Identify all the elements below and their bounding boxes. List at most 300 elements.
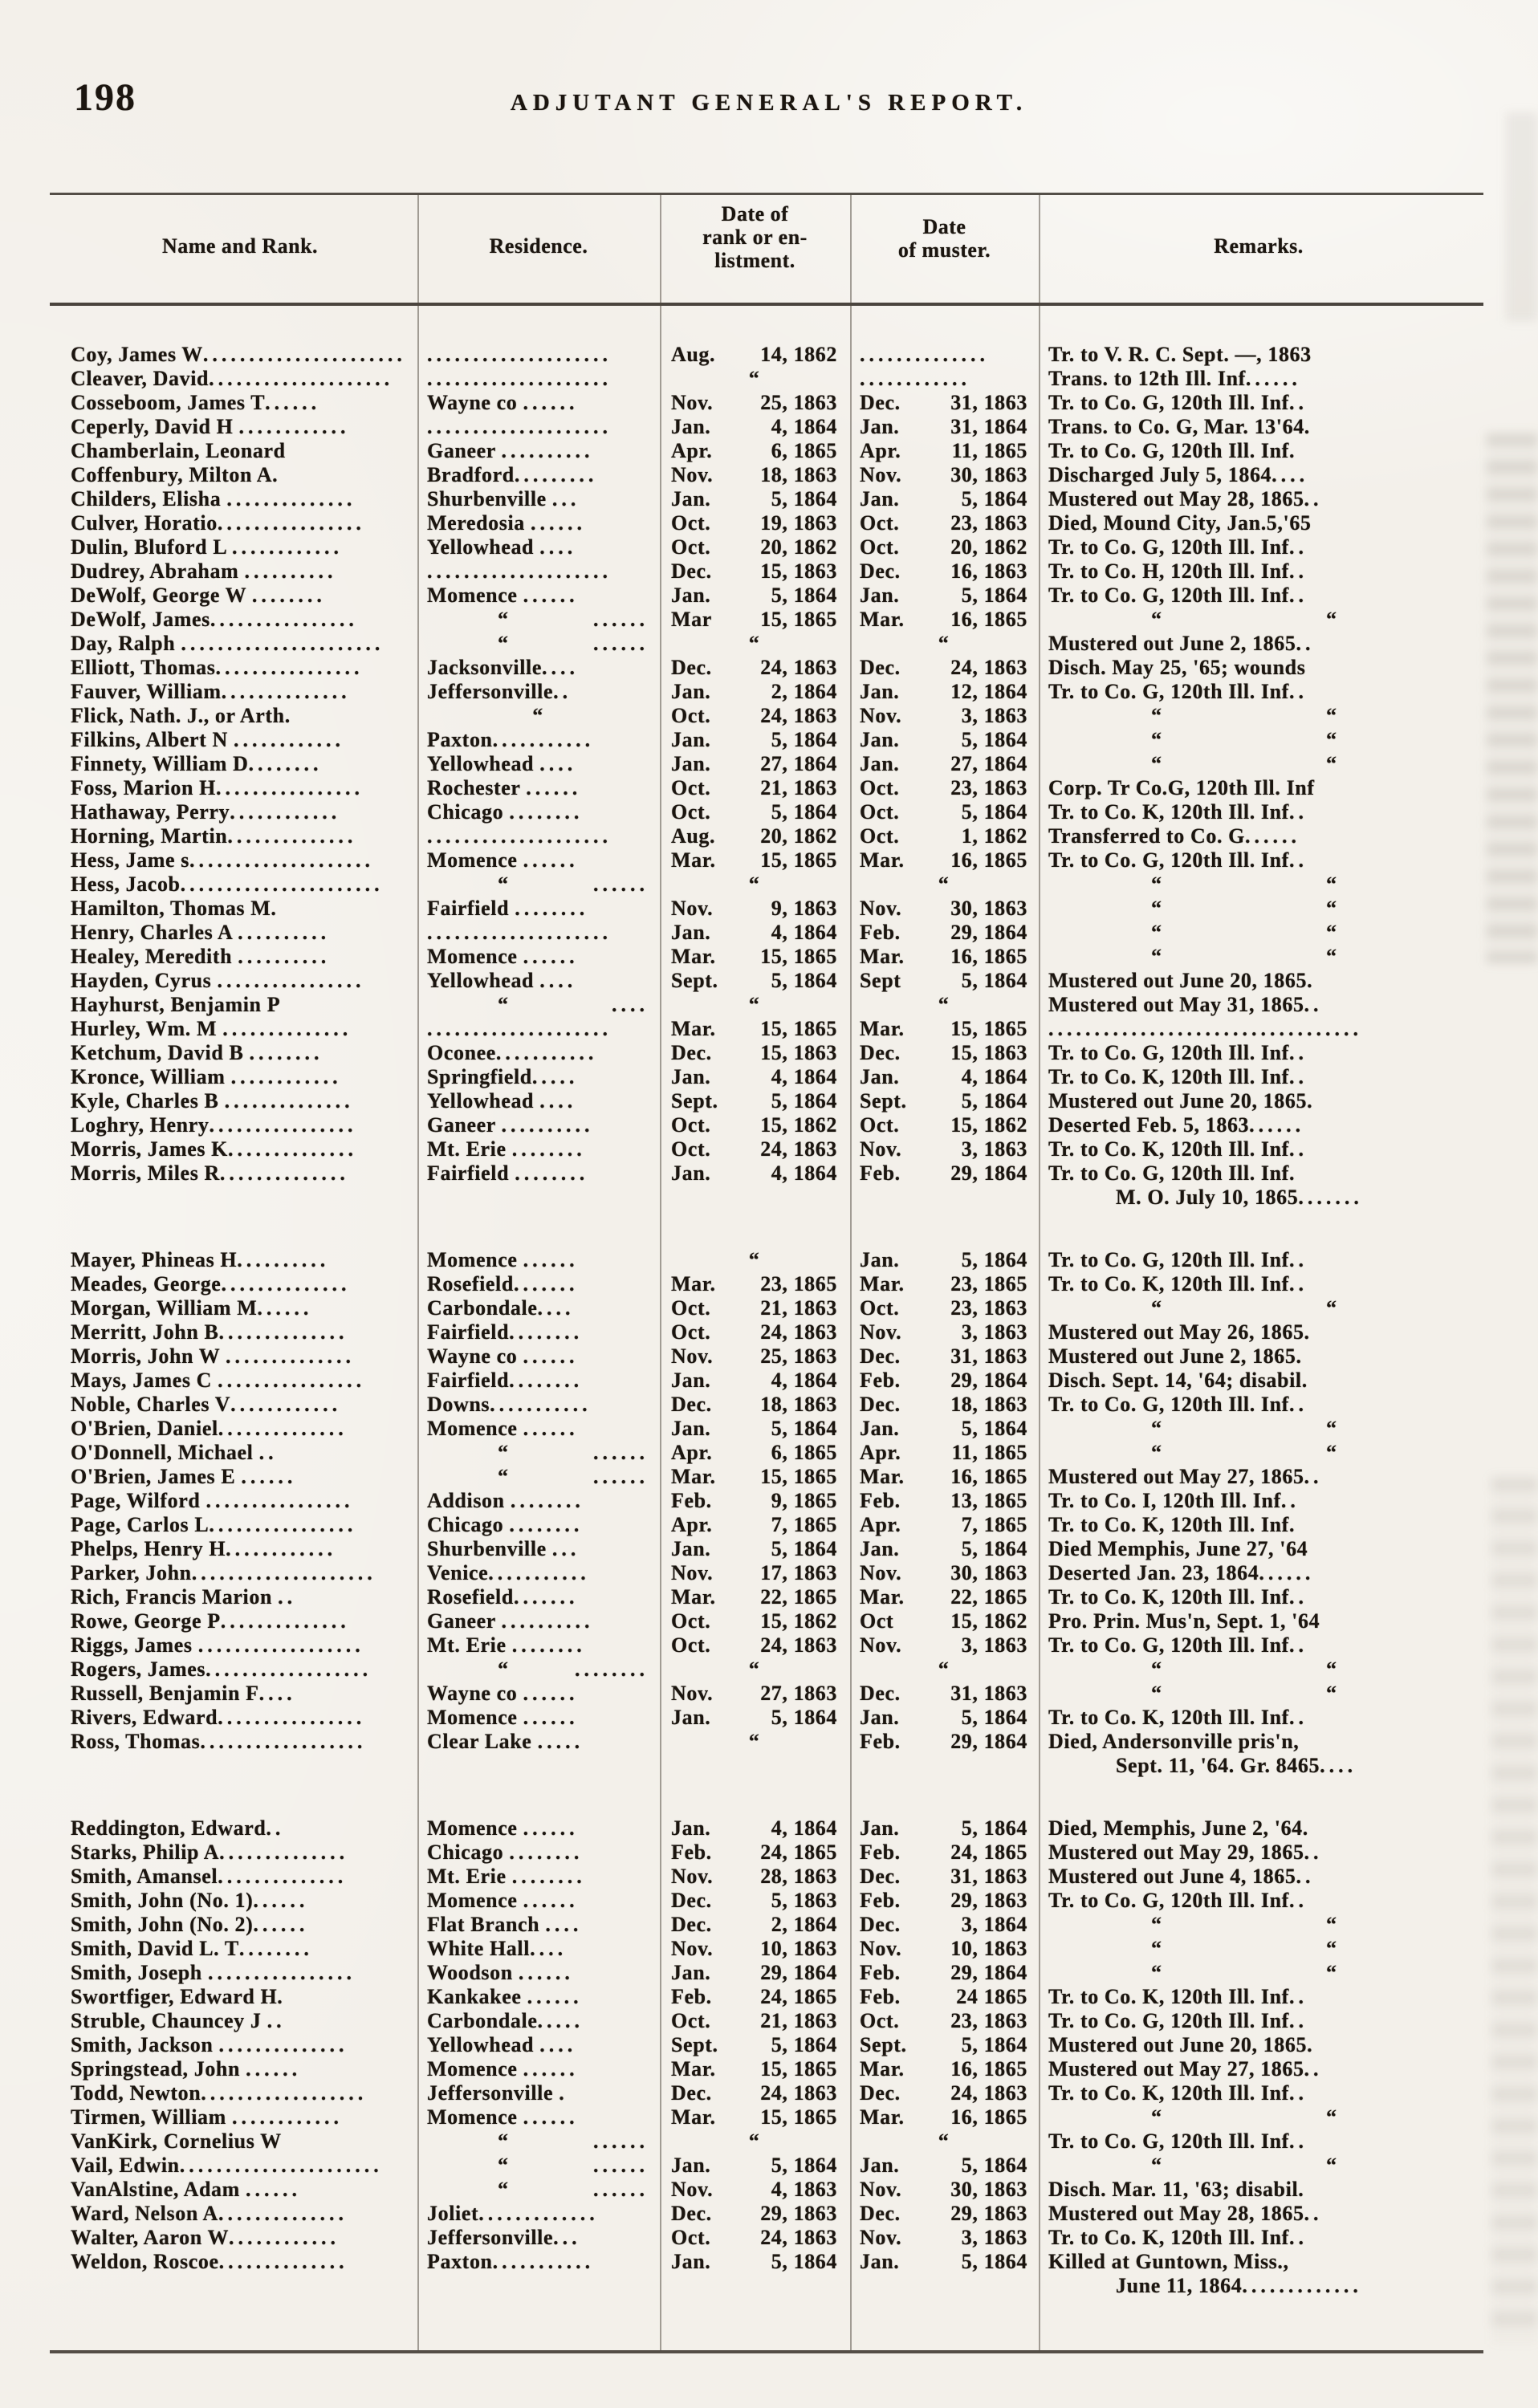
cell-name: Flick, Nath. J., or Arth. — [71, 704, 291, 727]
table-row — [63, 1913, 1479, 1937]
page-title: ADJUTANT GENERAL'S REPORT. — [510, 90, 1028, 116]
date-month: Nov. — [860, 2178, 902, 2201]
cell-name: Morris, James K.............. — [71, 1137, 358, 1161]
dot-leader: ......... — [514, 463, 598, 486]
dot-leader: ...... — [523, 1344, 579, 1368]
cell-remarks: Mustered out June 20, 1865. — [1048, 2033, 1313, 2056]
date-month: Dec. — [671, 559, 712, 583]
ditto-mark: “ — [1151, 1658, 1162, 1681]
cell-remarks: Died, Memphis, June 2, '64. — [1048, 1816, 1308, 1840]
table-row — [63, 2081, 1479, 2105]
dot-leader: .................... — [427, 1017, 612, 1040]
cell-residence: Rosefield....... — [427, 1585, 579, 1609]
dot-leader: ............ — [860, 367, 970, 390]
cell-rank-date — [660, 656, 850, 680]
cell-remarks: Tr. to Co. H, 120th Ill. Inf .. — [1048, 559, 1308, 583]
dot-leader: ........ — [238, 1937, 313, 1960]
cell-muster-date: “ — [938, 1658, 950, 1681]
dot-leader: ...... — [593, 608, 649, 631]
cell-residence: Oconee........... — [427, 1041, 598, 1064]
cell-remarks: Mustered out May 28, 1865 .. — [1048, 487, 1323, 510]
cell-name: Rivers, Edward................ — [71, 1706, 366, 1729]
dot-leader: .............. — [218, 1320, 348, 1344]
date-month: Mar. — [671, 2105, 716, 2129]
date-month: Feb. — [860, 1489, 901, 1512]
date-month: Jan. — [860, 415, 900, 438]
date-day-year: 1, 1862 — [961, 824, 1027, 848]
date-day-year: 7, 1865 — [961, 1513, 1027, 1536]
dot-leader: .. — [1288, 1585, 1308, 1609]
dot-leader: ........ — [511, 1137, 586, 1161]
table-row — [63, 1017, 1479, 1041]
cell-remarks: Tr. to Co. K, 120th Ill. Inf .. — [1048, 800, 1308, 824]
cell-residence: Meredosia ...... — [427, 511, 586, 535]
dot-leader: .............. — [227, 824, 357, 848]
date-day-year: 5, 1864 — [771, 487, 837, 510]
dot-leader: ...... — [518, 1961, 574, 1984]
cell-residence: Paxton........... — [427, 728, 595, 751]
cell-name: Chamberlain, Leonard — [71, 439, 286, 462]
dot-leader: ..... — [531, 1065, 579, 1088]
cell-remarks — [1039, 1937, 1479, 1961]
date-month: Oct. — [671, 1320, 711, 1344]
cell-name: Merritt, John B.............. — [71, 1320, 348, 1344]
date-month: Mar. — [671, 848, 716, 872]
cell-rank-date — [660, 1393, 850, 1417]
cell-residence: Jeffersonville.. — [427, 680, 572, 703]
cell-rank-date — [660, 1889, 850, 1913]
date-month: Oct. — [860, 1113, 900, 1137]
table-row — [63, 1754, 1479, 1778]
dot-leader: .. — [1304, 2057, 1323, 2081]
cell-residence — [417, 1658, 660, 1682]
cell-name: Russell, Benjamin F.... — [71, 1682, 296, 1705]
cell-rank-date — [660, 535, 850, 559]
table-row — [63, 1296, 1479, 1320]
cell-name — [63, 1754, 417, 1778]
date-month: Oct. — [860, 2009, 900, 2032]
cell-remarks: Tr. to Co. G, 120th Ill. Inf .. — [1048, 848, 1308, 872]
cell-residence: Momence ...... — [427, 1816, 579, 1840]
cell-muster-date — [850, 1113, 1039, 1137]
table-row — [63, 1417, 1479, 1441]
date-month: Mar. — [860, 848, 905, 872]
dot-leader: .. — [1288, 800, 1308, 824]
cell-remarks: Tr. to Co. G, 120th Ill. Inf .. — [1048, 680, 1308, 703]
cell-name: Starks, Philip A.............. — [71, 1841, 349, 1864]
date-month: Dec. — [860, 1682, 901, 1705]
date-day-year: 11, 1865 — [951, 439, 1027, 462]
dot-leader: ........ — [509, 1320, 584, 1344]
dot-leader: ...... — [531, 511, 586, 535]
cell-muster-date — [850, 511, 1039, 535]
date-month: Mar. — [671, 1585, 716, 1609]
date-month: Mar. — [860, 608, 905, 631]
date-day-year: 15, 1862 — [760, 1609, 837, 1633]
date-month: Oct. — [671, 2226, 711, 2249]
dot-leader: ..... — [537, 2009, 584, 2032]
cell-residence — [417, 1441, 660, 1465]
dot-leader: ...... — [246, 2178, 302, 2201]
cell-residence — [417, 343, 660, 367]
cell-rank-date — [660, 2009, 850, 2033]
cell-name: O'Brien, James E ...... — [71, 1465, 297, 1488]
cell-rank-date — [660, 1137, 850, 1161]
cell-remarks: Tr. to Co. K, 120th Ill. Inf .. — [1048, 2081, 1308, 2105]
dot-leader: .............. — [225, 1344, 355, 1368]
cell-rank-date — [660, 1320, 850, 1344]
date-day-year: 24, 1863 — [760, 2081, 837, 2105]
cell-rank-date — [660, 2081, 850, 2105]
ditto-mark: “ — [498, 1441, 508, 1464]
dot-leader: ........ — [511, 1633, 586, 1657]
cell-remarks: Tr. to Co. G, 120th Ill. Inf .. — [1048, 1633, 1308, 1657]
cell-name: DeWolf, George W ........ — [71, 584, 326, 607]
ditto-mark: “ — [1326, 1441, 1337, 1464]
cell-name: Mayer, Phineas H.......... — [71, 1248, 330, 1271]
cell-muster-date — [850, 1441, 1039, 1465]
cell-rank-date: “ — [748, 1248, 760, 1271]
cell-muster-date — [850, 2274, 1039, 2298]
cell-residence: Woodson ...... — [427, 1961, 574, 1984]
date-month: Nov. — [671, 1561, 714, 1584]
date-day-year: 5, 1864 — [771, 1706, 837, 1729]
dot-leader: ...... — [523, 391, 579, 414]
table-row — [63, 511, 1479, 535]
date-day-year: 16, 1865 — [950, 1465, 1027, 1488]
date-month: Nov. — [671, 897, 714, 920]
cell-name: Ketchum, David B ........ — [71, 1041, 323, 1064]
date-day-year: 16, 1865 — [950, 608, 1027, 631]
date-day-year: 13, 1865 — [950, 1489, 1027, 1512]
date-day-year: 29, 1863 — [760, 2202, 837, 2225]
dot-leader: ............ — [230, 1393, 342, 1416]
date-day-year: 31, 1863 — [950, 1865, 1027, 1888]
cell-remarks: Tr. to Co. G, 120th Ill. Inf .. — [1048, 2129, 1308, 2153]
cell-muster-date — [850, 704, 1039, 728]
date-day-year: 23, 1863 — [950, 776, 1027, 799]
cell-rank-date — [660, 1816, 850, 1841]
cell-remarks: Tr. to Co. G, 120th Ill. Inf .. — [1048, 2009, 1308, 2032]
dot-leader: ........ — [515, 1161, 589, 1185]
dot-leader: ...... — [593, 872, 649, 896]
cell-residence — [417, 1186, 660, 1210]
dot-leader: .................. — [197, 1633, 364, 1657]
cell-muster-date — [850, 752, 1039, 776]
ditto-mark: “ — [1326, 1417, 1337, 1440]
date-month: Jan. — [671, 921, 711, 944]
dot-leader: ... — [553, 2226, 581, 2249]
table-row — [63, 1137, 1479, 1161]
cell-name: Ward, Nelson A.............. — [71, 2202, 348, 2225]
cell-rank-date — [660, 487, 850, 511]
ditto-mark: “ — [498, 608, 508, 631]
cell-muster-date — [850, 343, 1039, 367]
date-month: Feb. — [671, 1985, 712, 2008]
cell-rank-date — [660, 776, 850, 800]
cell-remarks — [1039, 704, 1479, 728]
date-month: Mar. — [860, 1585, 905, 1609]
ditto-mark: “ — [1151, 1913, 1162, 1936]
table-row — [63, 1113, 1479, 1137]
cell-remarks — [1039, 2105, 1479, 2129]
cell-remarks — [1039, 1961, 1479, 1985]
cell-rank-date — [660, 1089, 850, 1113]
date-month: Dec. — [860, 559, 901, 583]
cell-residence: White Hall.... — [427, 1937, 568, 1960]
date-month: Nov. — [671, 463, 714, 486]
date-day-year: 3, 1863 — [961, 1633, 1027, 1657]
cell-remarks: Deserted Feb. 5, 1863 ...... — [1048, 1113, 1305, 1137]
cell-remarks: Disch. Mar. 11, '63; disabil. — [1048, 2178, 1304, 2201]
dot-leader: ............ — [226, 1537, 337, 1560]
date-day-year: 18, 1863 — [760, 463, 837, 486]
dot-leader: .. — [266, 1816, 285, 1840]
table-row — [63, 656, 1479, 680]
cell-name: VanAlstine, Adam ...... — [71, 2178, 302, 2201]
date-day-year: 21, 1863 — [760, 2009, 837, 2032]
table-row — [63, 872, 1479, 897]
dot-leader: ................ — [209, 1113, 357, 1137]
table-header-rule — [50, 303, 1483, 306]
table-row — [63, 921, 1479, 945]
cell-rank-date — [660, 1417, 850, 1441]
cell-muster-date — [850, 2033, 1039, 2057]
date-day-year: 31, 1863 — [950, 1344, 1027, 1368]
cell-rank-date — [660, 463, 850, 487]
ditto-mark: “ — [1326, 728, 1337, 751]
date-month: Nov. — [860, 1937, 902, 1960]
date-day-year: 6, 1865 — [771, 439, 837, 462]
table-row — [63, 1730, 1479, 1754]
cell-remarks: Mustered out June 4, 1865 .. — [1048, 1865, 1315, 1888]
cell-rank-date — [660, 2250, 850, 2274]
ditto-mark: “ — [1326, 1682, 1337, 1705]
date-day-year: 23, 1865 — [950, 1272, 1027, 1296]
date-month: Jan. — [671, 2154, 711, 2177]
ditto-mark: “ — [498, 632, 508, 655]
dot-leader: ............ — [233, 728, 344, 751]
dot-leader: ...... — [1259, 1561, 1315, 1584]
cell-name: Smith, David L. T........ — [71, 1937, 313, 1960]
table-row — [63, 2057, 1479, 2081]
cell-muster-date — [850, 535, 1039, 559]
cell-remarks — [1039, 1296, 1479, 1320]
cell-name: Smith, John (No. 1)...... — [71, 1889, 309, 1912]
dot-leader: .. — [553, 680, 572, 703]
date-day-year: 22, 1865 — [760, 1585, 837, 1609]
cell-residence: Momence ...... — [427, 1889, 579, 1912]
table-row — [63, 728, 1479, 752]
dot-leader: .. — [1288, 2226, 1308, 2249]
table-top-rule — [50, 193, 1483, 195]
date-day-year: 5, 1864 — [961, 1816, 1027, 1840]
table-row — [63, 1369, 1479, 1393]
cell-muster-date: “ — [938, 872, 950, 896]
ditto-mark: “ — [1151, 2154, 1162, 2177]
cell-residence: Jacksonville.... — [427, 656, 579, 679]
cell-muster-date — [850, 1682, 1039, 1706]
cell-name: Culver, Horatio................ — [71, 511, 365, 535]
cell-residence — [417, 921, 660, 945]
date-day-year: 23, 1863 — [950, 511, 1027, 535]
dot-leader: ............ — [232, 2105, 344, 2129]
cell-rank-date — [660, 559, 850, 584]
cell-rank-date — [660, 704, 850, 728]
date-day-year: 2, 1864 — [771, 680, 837, 703]
cell-muster-date — [850, 1393, 1039, 1417]
date-month: Jan. — [860, 752, 900, 775]
date-day-year: 4, 1864 — [771, 415, 837, 438]
dot-leader: .. — [1304, 993, 1323, 1016]
cell-muster-date — [850, 1489, 1039, 1513]
dot-leader: ................ — [207, 1961, 356, 1984]
cell-remarks: Tr. to Co. I, 120th Ill. Inf .. — [1048, 1489, 1300, 1512]
cell-muster-date — [850, 2178, 1039, 2202]
cell-rank-date — [660, 2178, 850, 2202]
date-day-year: 15, 1865 — [760, 1017, 837, 1040]
cell-name: Springstead, John ...... — [71, 2057, 302, 2081]
cell-name: Dulin, Bluford L ............ — [71, 535, 343, 559]
date-month: Feb. — [860, 1161, 901, 1185]
dot-leader: .............. — [218, 2250, 348, 2273]
column-header-residence: Residence. — [489, 234, 588, 258]
date-day-year: 9, 1865 — [771, 1489, 837, 1512]
dot-leader: .. — [1304, 1465, 1323, 1488]
ditto-mark: “ — [498, 2178, 508, 2201]
table-row — [63, 2105, 1479, 2129]
cell-remarks: Mustered out June 2, 1865 .. — [1048, 632, 1315, 655]
date-month: Mar. — [860, 2057, 905, 2081]
ditto-mark: “ — [1151, 1682, 1162, 1705]
cell-residence: Momence ...... — [427, 1706, 579, 1729]
cell-name: Phelps, Henry H............ — [71, 1537, 337, 1560]
cell-muster-date — [850, 1585, 1039, 1609]
cell-muster-date — [850, 1465, 1039, 1489]
cell-muster-date — [850, 487, 1039, 511]
dot-leader: .................... — [427, 921, 612, 944]
table-row — [63, 1961, 1479, 1985]
cell-rank-date — [660, 439, 850, 463]
dot-leader: ........ — [515, 897, 589, 920]
cell-rank-date — [660, 415, 850, 439]
table-row — [63, 1441, 1479, 1465]
date-day-year: 5, 1864 — [771, 2033, 837, 2056]
cell-residence: Fairfield........ — [427, 1320, 584, 1344]
date-day-year: 5, 1864 — [961, 1537, 1027, 1560]
dot-leader: ...... — [593, 2154, 649, 2177]
cell-name: O'Donnell, Michael .. — [71, 1441, 278, 1464]
cell-name: Filkins, Albert N ............ — [71, 728, 344, 751]
cell-muster-date — [850, 1937, 1039, 1961]
table-row — [63, 1041, 1479, 1065]
cell-rank-date — [660, 1609, 850, 1633]
dot-leader: ........... — [492, 728, 595, 751]
cell-muster-date — [850, 1041, 1039, 1065]
dot-leader: ...... — [246, 2057, 302, 2081]
cell-rank-date — [660, 1465, 850, 1489]
ditto-mark: “ — [1151, 728, 1162, 751]
ditto-mark: “ — [498, 2154, 508, 2177]
cell-rank-date — [660, 1754, 850, 1778]
dot-leader: ....... — [1298, 1186, 1363, 1209]
dot-leader: .. — [1304, 1841, 1323, 1864]
date-day-year: 29, 1864 — [950, 921, 1027, 944]
cell-remarks — [1039, 872, 1479, 897]
cell-rank-date — [660, 921, 850, 945]
date-month: Mar. — [671, 945, 716, 968]
table-row — [63, 1210, 1479, 1248]
table-row — [63, 632, 1479, 656]
date-month: Apr. — [671, 1441, 713, 1464]
cell-residence: Carbondale..... — [427, 2009, 584, 2032]
cell-remarks: Deserted Jan. 23, 1864 ...... — [1048, 1561, 1315, 1584]
table-rows — [63, 343, 1479, 2298]
table-row — [63, 2178, 1479, 2202]
date-day-year: 15, 1862 — [760, 1113, 837, 1137]
column-header-muster-date-line1: Date — [922, 215, 966, 238]
date-month: Dec. — [860, 391, 901, 414]
date-day-year: 29, 1863 — [950, 2202, 1027, 2225]
date-month: Oct. — [860, 1296, 900, 1320]
date-month: Oct. — [671, 535, 711, 559]
cell-name: Hess, Jame s.................... — [71, 848, 375, 872]
cell-residence — [417, 559, 660, 584]
dot-leader: .......... — [237, 1248, 330, 1271]
right-margin-bleedthrough — [1487, 433, 1538, 963]
date-month: Apr. — [860, 1513, 901, 1536]
dot-leader: .. — [1288, 391, 1308, 414]
dot-leader: .......... — [501, 439, 594, 462]
cell-remarks: Tr. to Co. K, 120th Ill. Inf .. — [1048, 1585, 1308, 1609]
ditto-mark: “ — [1326, 1913, 1337, 1936]
cell-residence: Fairfield........ — [427, 1369, 584, 1392]
cell-remarks — [1039, 1658, 1479, 1682]
cell-name: Weldon, Roscoe.............. — [71, 2250, 348, 2273]
date-day-year: 5, 1864 — [961, 2250, 1027, 2273]
dot-leader: ................ — [209, 1513, 357, 1536]
right-margin-bleedthrough — [1491, 1477, 1538, 2344]
dot-leader: .............. — [226, 487, 356, 510]
date-month: Dec. — [860, 1344, 901, 1368]
cell-remarks — [1039, 921, 1479, 945]
dot-leader: .... — [539, 752, 577, 775]
cell-muster-date — [850, 2057, 1039, 2081]
date-month: Feb. — [860, 921, 901, 944]
cell-rank-date — [660, 1296, 850, 1320]
cell-rank-date — [660, 2033, 850, 2057]
ditto-mark: “ — [1151, 945, 1162, 968]
ditto-mark: “ — [1326, 921, 1337, 944]
table-row — [63, 608, 1479, 632]
date-day-year: 5, 1864 — [961, 800, 1027, 824]
date-day-year: 23, 1863 — [950, 1296, 1027, 1320]
date-month: Jan. — [671, 1816, 711, 1840]
date-day-year: 24, 1863 — [760, 656, 837, 679]
cell-remarks: Killed at Guntown, Miss., — [1048, 2250, 1289, 2273]
dot-leader: .............. — [218, 1865, 348, 1888]
cell-residence: Chicago ........ — [427, 800, 584, 824]
ditto-mark: “ — [1326, 608, 1337, 631]
cell-rank-date: “ — [748, 2129, 760, 2153]
date-day-year: 21, 1863 — [760, 776, 837, 799]
dot-leader: .. — [1304, 2202, 1323, 2225]
date-month: Nov. — [671, 2178, 714, 2201]
cell-rank-date — [660, 1113, 850, 1137]
dot-leader: .. — [1288, 2009, 1308, 2032]
date-month: Jan. — [671, 1369, 711, 1392]
date-month: Sept. — [671, 1089, 718, 1112]
